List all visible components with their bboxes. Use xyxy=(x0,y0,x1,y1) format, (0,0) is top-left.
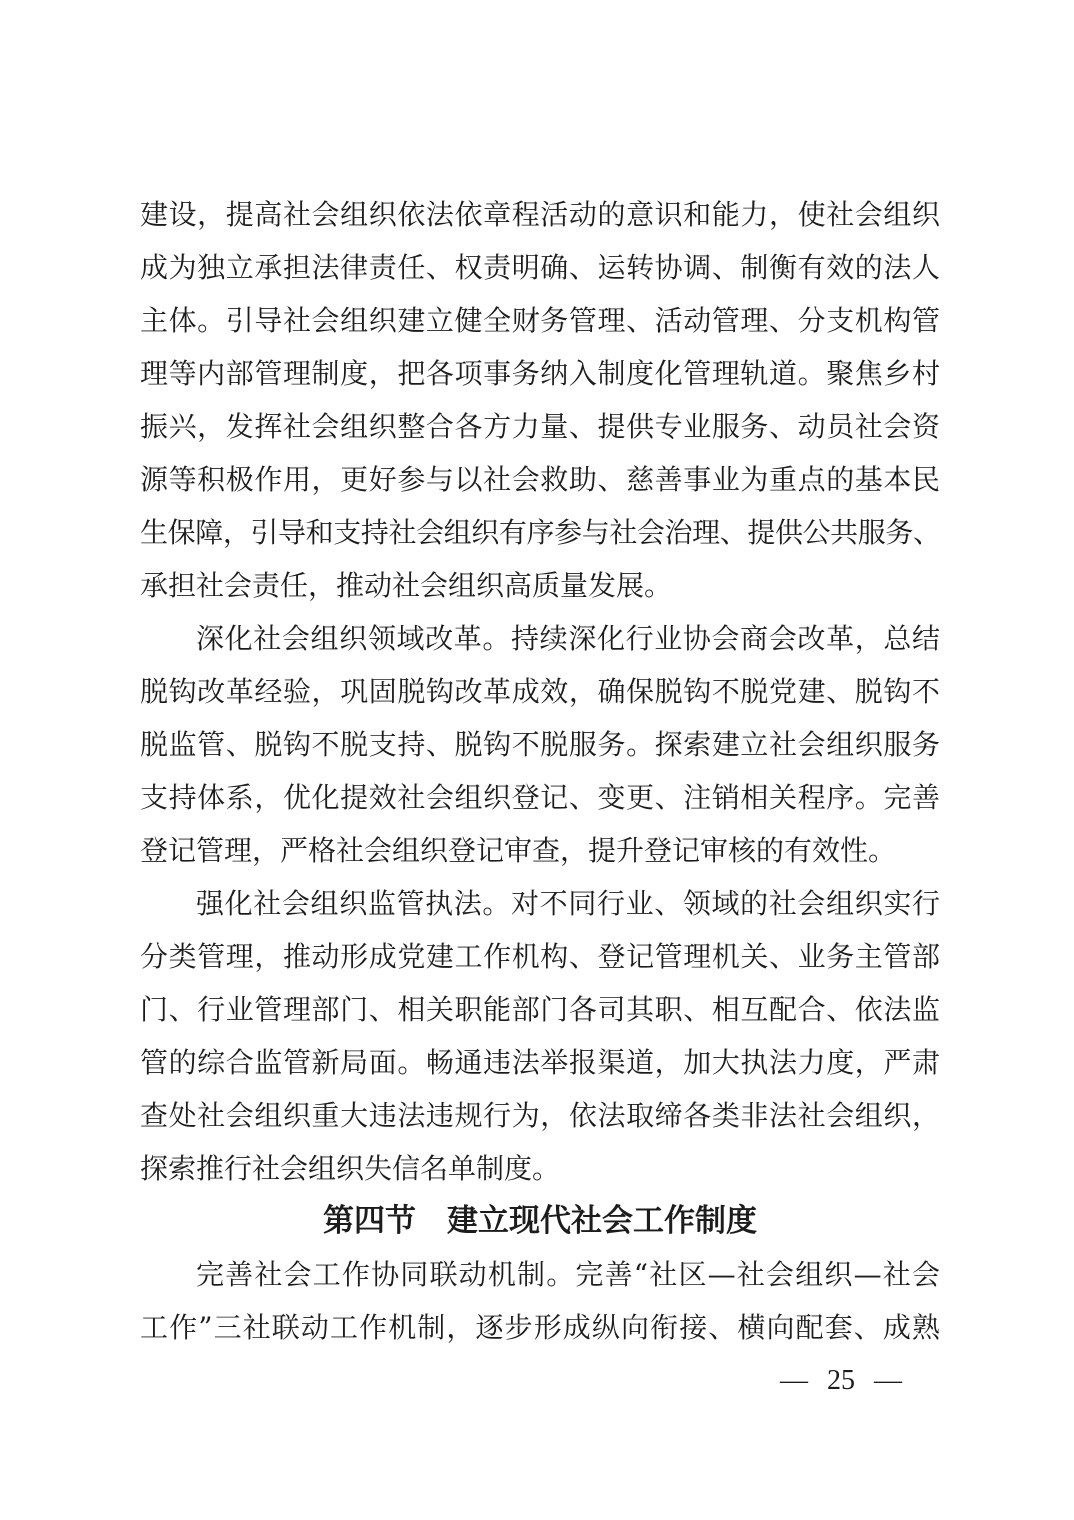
body-line: 脱钩改革经验，巩固脱钩改革成效，确保脱钩不脱党建、脱钩不 xyxy=(140,675,940,708)
body-line: 脱监管、脱钩不脱支持、脱钩不脱服务。探索建立社会组织服务 xyxy=(140,728,940,761)
body-line: 主体。引导社会组织建立健全财务管理、活动管理、分支机构管 xyxy=(140,304,940,337)
body-line-paragraph-start: 深化社会组织领域改革。持续深化行业协会商会改革，总结 xyxy=(196,622,940,655)
body-line: 建设，提高社会组织依法依章程活动的意识和能力，使社会组织 xyxy=(140,198,940,231)
section-heading: 第四节 建立现代社会工作制度 xyxy=(323,1203,757,1239)
body-line: 生保障，引导和支持社会组织有序参与社会治理、提供公共服务、 xyxy=(140,516,940,549)
body-line: 理等内部管理制度，把各项事务纳入制度化管理轨道。聚焦乡村 xyxy=(140,357,940,390)
page-number: — 25 — xyxy=(780,1365,902,1396)
body-line-paragraph-start: 完善社会工作协同联动机制。完善“社区—社会组织—社会 xyxy=(196,1258,940,1291)
body-line: 成为独立承担法律责任、权责明确、运转协调、制衡有效的法人 xyxy=(140,251,940,284)
body-line: 查处社会组织重大违法违规行为，依法取缔各类非法社会组织， xyxy=(140,1099,940,1132)
body-line: 管的综合监管新局面。畅通违法举报渠道，加大执法力度，严肃 xyxy=(140,1046,940,1079)
body-line: 支持体系，优化提效社会组织登记、变更、注销相关程序。完善 xyxy=(140,781,940,814)
body-line: 分类管理，推动形成党建工作机构、登记管理机关、业务主管部 xyxy=(140,940,940,973)
body-line: 工作”三社联动工作机制，逐步形成纵向衔接、横向配套、成熟 xyxy=(140,1311,940,1344)
body-line-paragraph-end: 探索推行社会组织失信名单制度。 xyxy=(140,1152,561,1185)
body-line-paragraph-end: 承担社会责任，推动社会组织高质量发展。 xyxy=(140,569,673,602)
body-line-paragraph-end: 登记管理，严格社会组织登记审查，提升登记审核的有效性。 xyxy=(140,834,897,867)
body-line: 门、行业管理部门、相关职能部门各司其职、相互配合、依法监 xyxy=(140,993,940,1026)
body-line: 源等积极作用，更好参与以社会救助、慈善事业为重点的基本民 xyxy=(140,463,940,496)
body-line: 振兴，发挥社会组织整合各方力量、提供专业服务、动员社会资 xyxy=(140,410,940,443)
body-text-block xyxy=(140,188,940,1354)
body-line-paragraph-start: 强化社会组织监管执法。对不同行业、领域的社会组织实行 xyxy=(196,887,940,920)
